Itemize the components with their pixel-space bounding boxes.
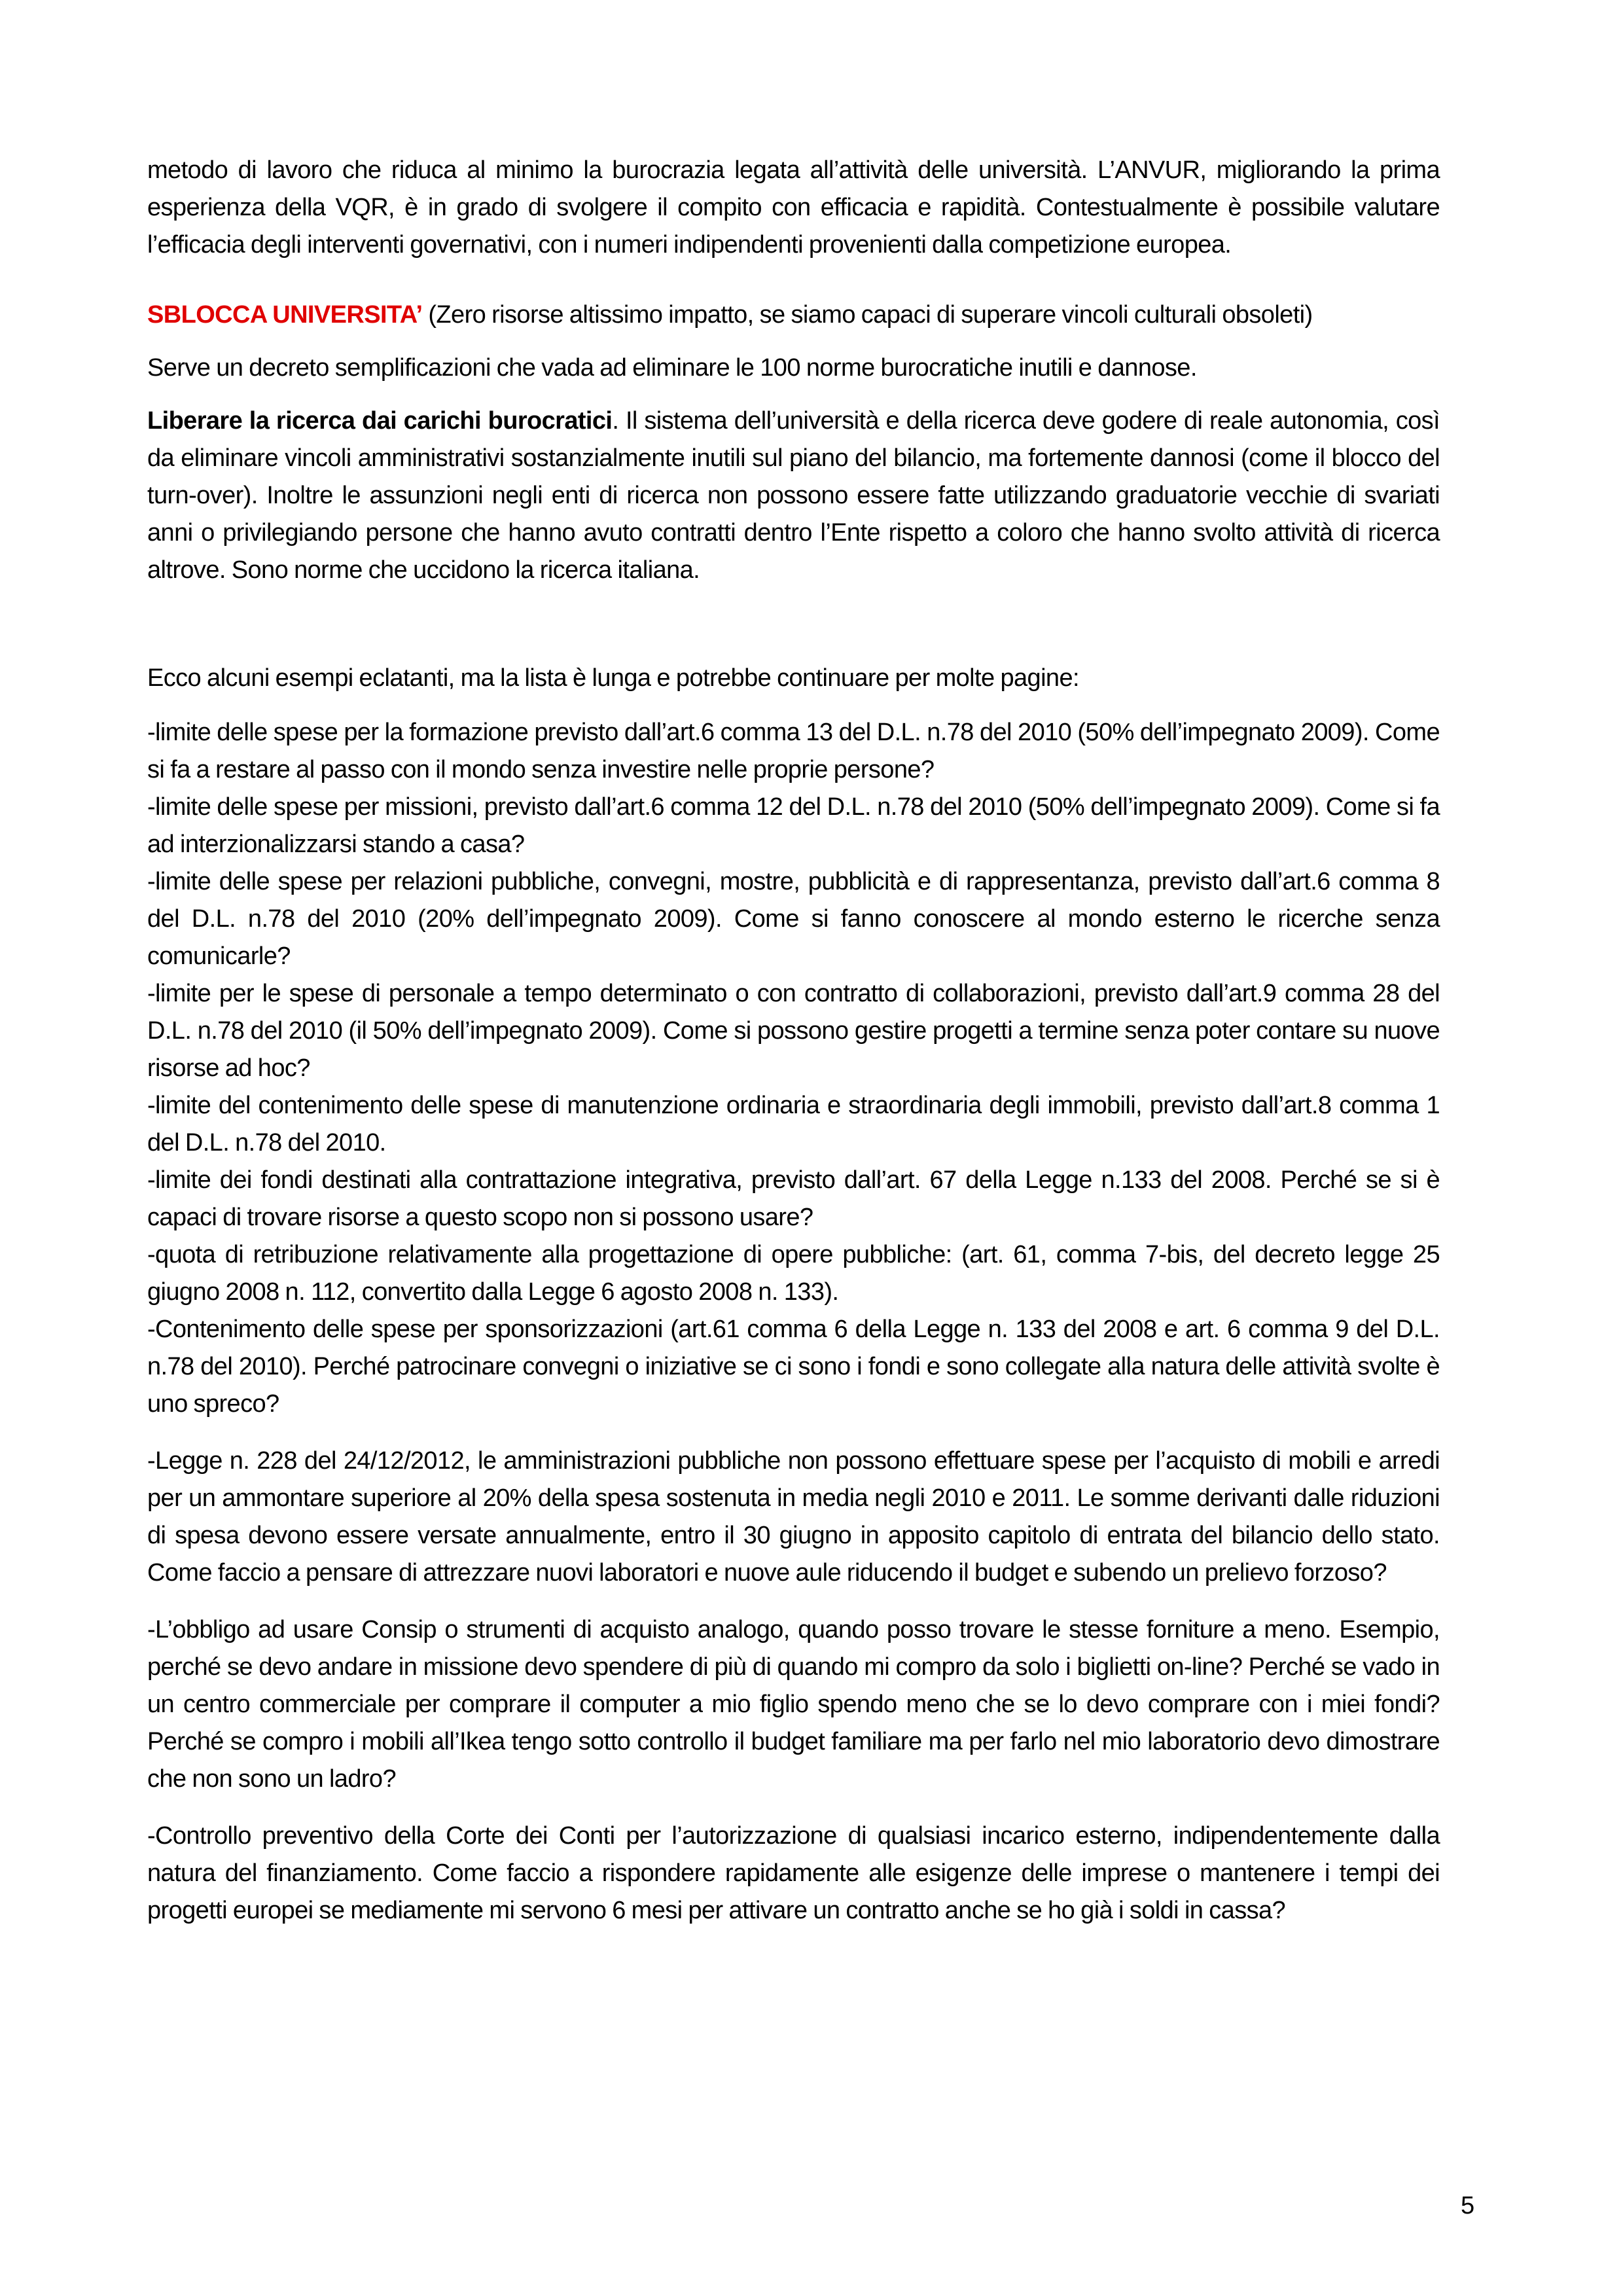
list-item: -Contenimento delle spese per sponsorizzazioni (art.61 comma 6 della Legge n. 133 del 2008 e art. 6 comma 9 del D.L. n.78 del 2010). Perché patrocinare convegni o iniziative se ci sono i fondi e sono collegate alla natura delle attività svolte è uno spreco? [147,1316,1440,1418]
consip-paragraph: -L’obbligo ad usare Consip o strumenti di acquisto analogo, quando posso trovare le stesse forniture a meno. Esempio, perché se devo andare in missione devo spendere di più di quando mi compro da solo i biglietti on-line? Perché se vado in un centro commerciale per comprare il computer a mio figlio spendo meno che se lo devo comprare con i miei fondi? Perché se compro i mobili all’Ikea tengo sotto controllo il budget familiare ma per farlo nel mio laboratorio devo dimostrare che non sono un ladro? [147,1616,1440,1793]
list-item: -limite delle spese per missioni, previsto dall’art.6 comma 12 del D.L. n.78 del 2010 (50% dell’impegnato 2009). Come si fa ad interzionalizzarsi stando a casa? [147,793,1440,858]
examples-intro: Ecco alcuni esempi eclatanti, ma la lista è lunga e potrebbe continuare per molte pagine: [147,664,1079,692]
list-item: -limite delle spese per relazioni pubbliche, convegni, mostre, pubblicità e di rappresentanza, previsto dall’art.6 comma 8 del D.L. n.78 del 2010 (20% dell’impegnato 2009). Come si fanno conoscere al mondo esterno le ricerche senza comunicarle? [147,868,1440,970]
liberare-text: . Il sistema dell’università e della ricerca deve godere di reale autonomia, così da eliminare vincoli amministrativi sostanzialmente inutili sul piano del bilancio, ma fortemente dannosi (come il blocco del turn-over). Inoltre le assunzioni negli enti di ricerca non possono essere fatte utilizzando graduatorie vecchie di svariati anni o privilegiando persone che hanno avuto contratti dentro l’Ente rispetto a coloro che hanno svolto attività di ricerca altrove. Sono norme che uccidono la ricerca italiana. [147,407,1440,584]
list-item: -limite dei fondi destinati alla contrattazione integrativa, previsto dall’art. 67 della Legge n.133 del 2008. Perché se si è capaci di trovare risorse a questo scopo non si possono usare? [147,1166,1440,1231]
intro-paragraph: metodo di lavoro che riduca al minimo la burocrazia legata all’attività delle università. L’ANVUR, migliorando la prima esperienza della VQR, è in grado di svolgere il compito con efficacia e rapidità. Contestualmente è possibile valutare l’efficacia degli interventi governativi, con i numeri indipendenti provenienti dalla competizione europea. [147,156,1440,259]
section-heading-note: (Zero risorse altissimo impatto, se siamo capaci di superare vincoli culturali obsoleti) [422,301,1313,329]
examples-list [147,714,1440,1423]
liberare-bold-lead: Liberare la ricerca dai carichi burocratici [147,407,613,435]
list-item: -quota di retribuzione relativamente alla progettazione di opere pubbliche: (art. 61, comma 7-bis, del decreto legge 25 giugno 2008 n. 112, convertito dalla Legge 6 agosto 2008 n. 133). [147,1241,1440,1306]
liberare-paragraph [147,403,1440,589]
section-heading-line [147,296,1440,334]
decree-paragraph: Serve un decreto semplificazioni che vada ad eliminare le 100 norme burocratiche inutili e dannose. [147,354,1197,382]
document-page [147,152,1440,1929]
list-item: -limite del contenimento delle spese di manutenzione ordinaria e straordinaria degli immobili, previsto dall’art.8 comma 1 del D.L. n.78 del 2010. [147,1092,1440,1157]
legge-228-paragraph: -Legge n. 228 del 24/12/2012, le amministrazioni pubbliche non possono effettuare spese per l’acquisto di mobili e arredi per un ammontare superiore al 20% della spesa sostenuta in media negli 2010 e 2011. Le somme derivanti dalle riduzioni di spesa devono essere versate annualmente, entro il 30 giugno in apposito capitolo di entrata del bilancio dello stato. Come faccio a pensare di attrezzare nuovi laboratori e nuove aule riducendo il budget e subendo un prelievo forzoso? [147,1447,1440,1587]
list-item: -limite delle spese per la formazione previsto dall’art.6 comma 13 del D.L. n.78 del 2010 (50% dell’impegnato 2009). Come si fa a restare al passo con il mondo senza investire nelle proprie persone? [147,719,1440,783]
list-item: -limite per le spese di personale a tempo determinato o con contratto di collaborazioni, previsto dall’art.9 comma 28 del D.L. n.78 del 2010 (il 50% dell’impegnato 2009). Come si possono gestire progetti a termine senza poter contare su nuove risorse ad hoc? [147,980,1440,1082]
corte-conti-paragraph: -Controllo preventivo della Corte dei Conti per l’autorizzazione di qualsiasi incarico esterno, indipendentemente dalla natura del finanziamento. Come faccio a rispondere rapidamente alle esigenze delle imprese o mantenere i tempi dei progetti europei se mediamente mi servono 6 mesi per attivare un contratto anche se ho già i soldi in cassa? [147,1822,1440,1924]
page-number: 5 [1461,2192,1475,2219]
section-heading: SBLOCCA UNIVERSITA’ [147,301,423,329]
